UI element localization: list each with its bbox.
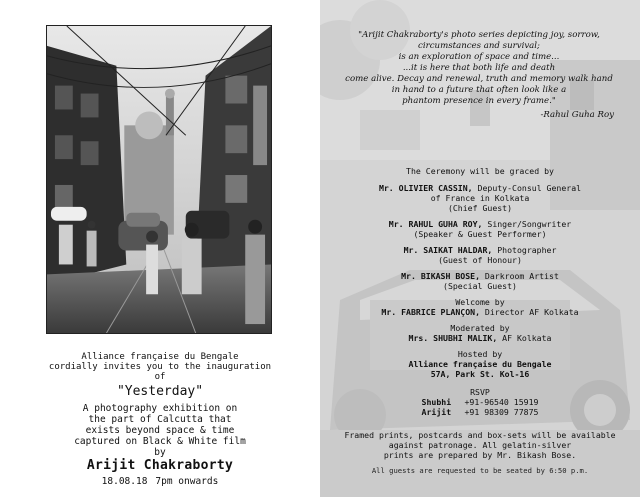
rsvp-phone: +91-96540 15919 [464, 397, 539, 407]
quote-line: is an exploration of space and time... [398, 52, 560, 62]
guest-entry [320, 219, 640, 239]
quote-line: come alive. Decay and renewal, truth and memory walk hand [345, 74, 613, 84]
seated-notice: All guests are requested to be seated by 6:50 p.m. [371, 466, 589, 475]
quote-line: circumstances and survival; [418, 41, 540, 51]
guest-tag: (Chief Guest) [447, 203, 513, 213]
hosted-address: 57A, Park St. Kol-16 [430, 369, 530, 379]
rsvp-label: RSVP [470, 387, 490, 397]
guest-entry [320, 183, 640, 213]
description-line-1: A photography exhibition on [82, 403, 238, 414]
guest-name: Mr. OLIVIER CASSIN, [378, 183, 473, 193]
invite-line: cordially invites you to the inauguration [48, 362, 272, 372]
guest-entry [320, 271, 640, 291]
event-date-time [20, 477, 300, 487]
street-photo-icon [47, 26, 271, 333]
guest-tag: (Special Guest) [443, 281, 517, 291]
guest-name: Mr. SAIKAT HALDAR, [403, 245, 493, 255]
rsvp-row [422, 407, 539, 417]
quote-block [330, 30, 628, 121]
ceremony-heading: The Ceremony will be graced by [406, 166, 554, 176]
welcome-name: Mr. FABRICE PLANÇON, [381, 307, 480, 317]
right-panel [320, 0, 640, 497]
moderated-block [320, 323, 640, 343]
guest-tag: (Speaker & Guest Performer) [413, 229, 547, 239]
rsvp-phone: +91 98309 77875 [464, 407, 539, 417]
hosted-label: Hosted by [457, 349, 503, 359]
notes-block [326, 430, 634, 460]
welcome-block [320, 297, 640, 317]
welcome-label: Welcome by [455, 297, 505, 307]
exhibition-title: "Yesterday" [116, 384, 204, 399]
description-line-4: captured on Black & White film [74, 436, 246, 447]
rsvp-name: Shubhi [421, 397, 452, 407]
rsvp-block [422, 387, 539, 417]
moderated-label: Moderated by [450, 323, 510, 333]
rsvp-name: Arijit [421, 407, 452, 417]
moderated-name: Mrs. SHUBHI MALIK, [408, 333, 498, 343]
guest-name: Mr. RAHUL GUHA ROY, [388, 219, 483, 229]
rsvp-row [422, 397, 539, 407]
guest-tag: (Guest of Honour) [438, 255, 522, 265]
guest-entry [320, 245, 640, 265]
quote-line: ...it is here that both life and death [402, 63, 556, 73]
event-date: 18.08.18 [101, 476, 148, 487]
artist-name: Arijit Chakraborty [86, 458, 234, 473]
guest-name: Mr. BIKASH BOSE, [401, 271, 480, 281]
guest-role: Deputy-Consul General [472, 183, 582, 193]
event-time: 7pm onwards [155, 476, 219, 487]
moderated-role: AF Kolkata [497, 333, 552, 343]
note-line: prints are prepared by Mr. Bikash Bose. [383, 450, 577, 460]
hosted-name: Alliance française du Bengale [408, 359, 552, 369]
invitation-text [20, 352, 300, 487]
by-line: by [154, 447, 166, 458]
of-line: of [154, 372, 166, 382]
host-line: Alliance française du Bengale [81, 352, 239, 362]
description-line-2: the part of Calcutta that [88, 414, 232, 425]
guest-role-line-2: of France in Kolkata [430, 193, 530, 203]
guest-role: Photographer [492, 245, 557, 255]
quote-author: -Rahul Guha Roy [540, 110, 614, 120]
ceremony-block [320, 166, 640, 417]
description-line-3: exists beyond space & time [85, 425, 235, 436]
guest-role: Singer/Songwriter [482, 219, 572, 229]
hosted-block [320, 349, 640, 379]
quote-line: "Arijit Chakraborty's photo series depicting joy, sorrow, [358, 30, 600, 40]
welcome-role: Director AF Kolkata [480, 307, 579, 317]
quote-line: phantom presence in every frame." [402, 96, 556, 106]
quote-line: in hand to a future that often look like a [391, 85, 567, 95]
street-photo [46, 25, 272, 334]
guest-role: Darkroom Artist [480, 271, 559, 281]
note-line: Framed prints, postcards and box-sets will be available [344, 430, 616, 440]
note-line: against patronage. All gelatin-silver [388, 440, 572, 450]
